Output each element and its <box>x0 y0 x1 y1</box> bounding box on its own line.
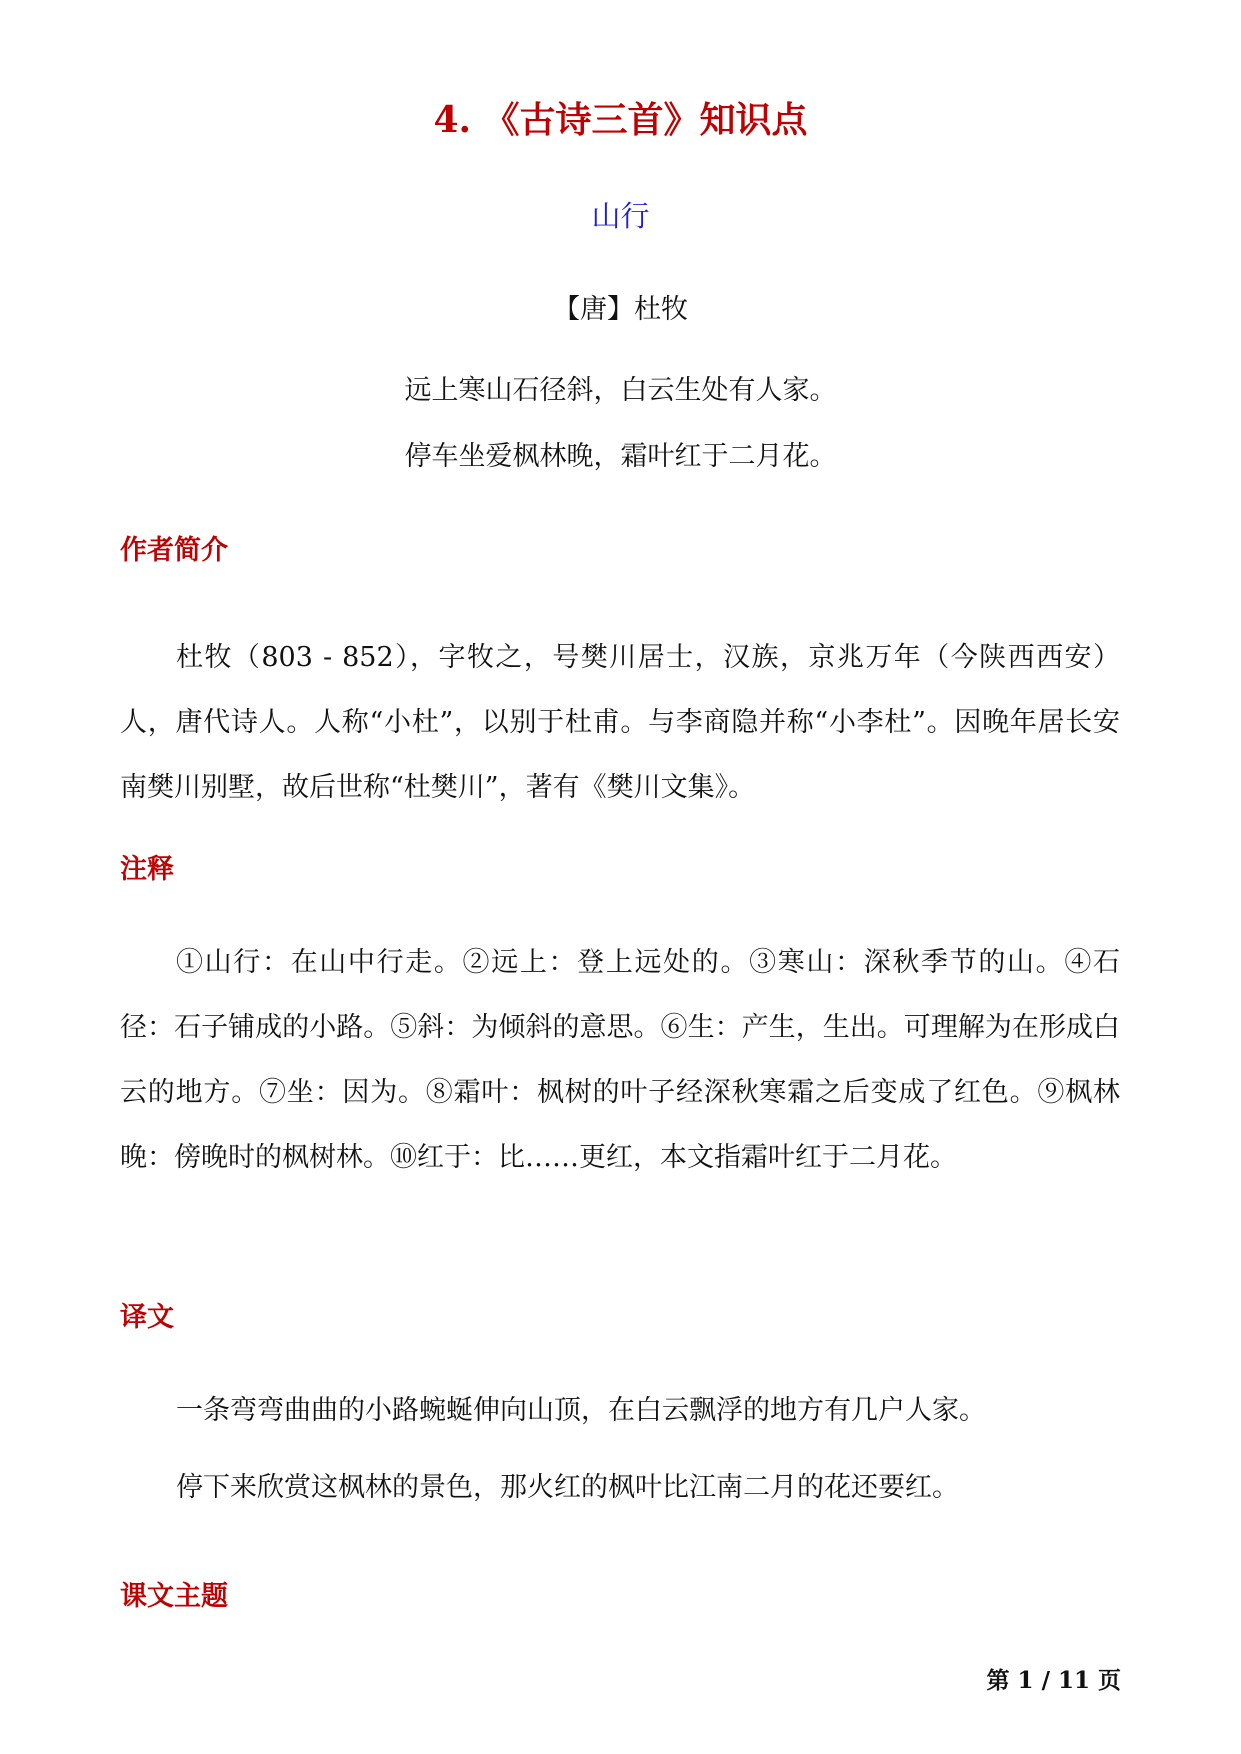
section-heading-theme: 课文主题 <box>120 1581 228 1612</box>
poem-author: 【唐】杜牧 <box>553 294 688 325</box>
poem-line: 停车坐爱枫林晚，霜叶红于二月花。 <box>404 441 837 472</box>
poem-title: 山行 <box>591 199 650 233</box>
section-heading-translation: 译文 <box>120 1302 174 1333</box>
translation-line: 一条弯弯曲曲的小路蜿蜒伸向山顶，在白云飘浮的地方有几户人家。 <box>176 1395 986 1426</box>
poem-line: 远上寒山石径斜，白云生处有人家。 <box>404 375 837 406</box>
section-heading-author-intro: 作者简介 <box>120 535 228 566</box>
section-heading-notes: 注释 <box>120 854 174 885</box>
document-title: 4. 《古诗三首》知识点 <box>433 99 808 141</box>
author-intro-paragraph: 杜牧（803 - 852），字牧之，号樊川居士，汉族，京兆万年（今陕西西安）人，唐代诗人。人称“小杜”，以别于杜甫。与李商隐并称“小李杜”。因晚年居长安南樊川别墅，故后世称“杜樊川”，著有《樊川文集》。 <box>120 642 1120 803</box>
notes-paragraph: ①山行：在山中行走。②远上：登上远处的。③寒山：深秋季节的山。④石径：石子铺成的小路。⑤斜：为倾斜的意思。⑥生：产生，生出。可理解为在形成白云的地方。⑦坐：因为。⑧霜叶：枫树的叶子经深秋寒霜之后变成了红色。⑨枫林晚：傍晚时的枫树林。⑩红于：比……更红，本文指霜叶红于二月花。 <box>120 947 1120 1173</box>
translation-line: 停下来欣赏这枫林的景色，那火红的枫叶比江南二月的花还要红。 <box>176 1472 959 1503</box>
page-number: 第 1 / 11 页 <box>986 1667 1121 1694</box>
